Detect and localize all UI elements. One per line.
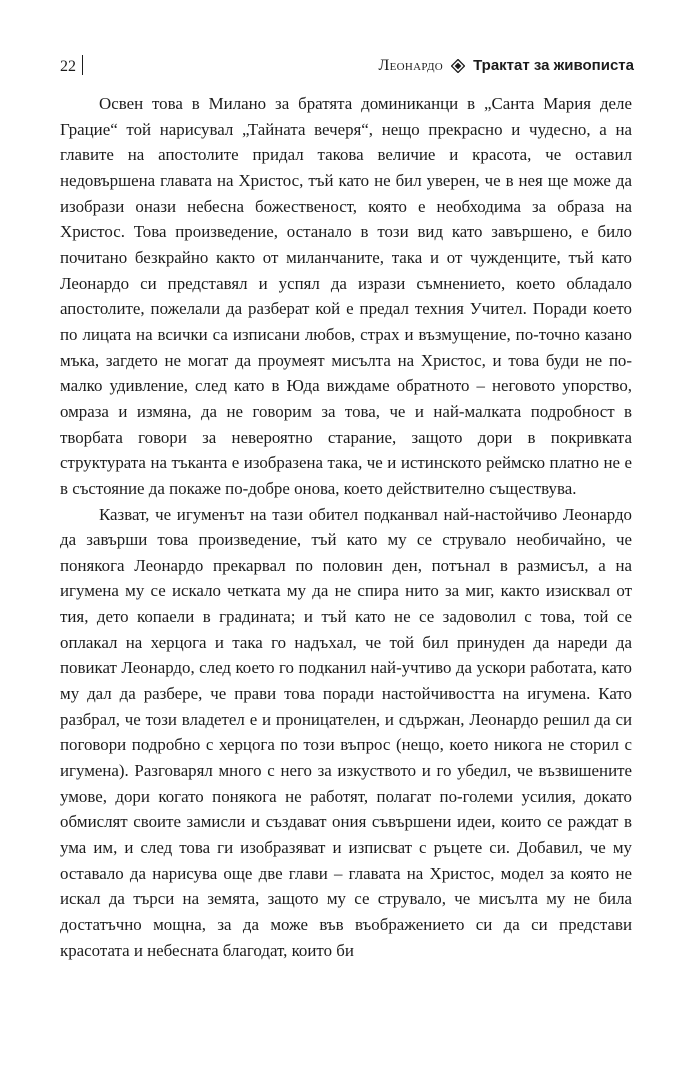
- running-head: [379, 55, 634, 80]
- page-number: 22: [60, 55, 83, 78]
- diamond-ornament-icon: [451, 58, 465, 80]
- paragraph-2: Казват, че игуменът на тази обител подканвал най-настойчиво Леонардо да завърши това произведение, тъй като му се струвало необичайно, че понякога Леонардо прекарвал по половин ден, потънал в размисъл, а на игумена му се искало четката му да не спира нито за миг, както изисквал от тия, дето копаели в градината; и тъй като не се задоволил с това, той се оплакал на херцога и така го надъхал, че той бил принуден да нареди да повикат Леонардо, след което го подканил най-учтиво да ускори работата, като му дал да разбере, че прави това поради настойчивостта на игумена. Като разбрал, че този владетел е и проницателен, и сдържан, Леонардо решил да си поговори подробно с херцога по този въпрос (нещо, което никога не сторил с игумена). Разговарял много с него за изкуството и го убедил, че възвишените умове, дори когато понякога не работят, полагат по-големи усилия, докато обмислят своите замисли и създават ония съвършени идеи, които се раждат в ума им, и след това ги изобразяват и изписват с ръцете си. Добавил, че му оставало да нарисува още две глави – главата на Христос, модел за която не искал да търси на земята, защото му се струвало, че мисълта му не била достатъчно мощна, за да може във въображението си да си представи красотата и небесната благодат, които би: [60, 504, 632, 960]
- book-title: Трактат за живописта: [473, 57, 634, 74]
- body-text: [60, 91, 632, 963]
- paragraph-1: Освен това в Милано за братята доминиканци в „Санта Мария деле Грацие“ той нарисувал „Тайната вечеря“, нещо прекрасно и чудесно, а на главите на апостолите придал такова величие и красота, че оставил недовършена главата на Христос, тъй като не бил уверен, че в нея ще може да изобрази онази небесна божественост, която е необходима за образа на Христос. Това произведение, останало в този вид като завършено, е било почитано безкрайно както от миланчаните, така и от чужденците, тъй като Леонардо си представял и успял да изрази съмнението, което обладало апостолите, пожелали да разберат кой е предал техния Учител. Поради което по лицата на всички са изписани любов, страх и възмущение, по-точно казано мъка, загдето не могат да проумеят мисълта на Христос, и това буди не по-малко удивление, след като в Юда виждаме обратното – неговото упорство, омраза и измяна, да не говорим за това, че и най-малката подробност в творбата говори за невероятно старание, защото дори в покривката структурата на тъканта е изобразена така, че и истинското реймско платно не е в състояние да покаже по-добре онова, което действително съществува.: [60, 94, 632, 498]
- running-header: [60, 55, 634, 79]
- author-name: Леонардо: [378, 57, 444, 74]
